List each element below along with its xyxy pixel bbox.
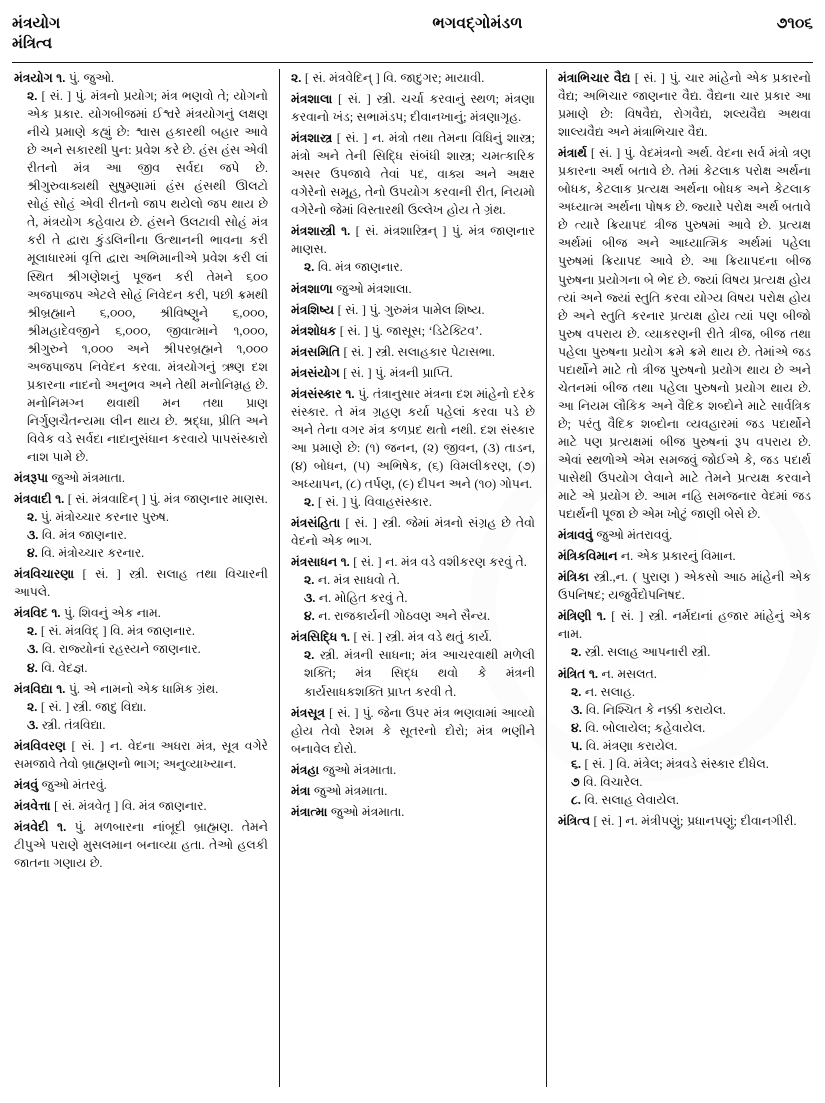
- sense-text: જુઓ મંત્રમાતા.: [322, 762, 397, 777]
- entry-first-sense: [291, 803, 535, 821]
- sense-number: ૨.: [570, 684, 585, 699]
- entry-headword: મંત્રવિદ: [14, 606, 52, 621]
- sense-number: ૧.: [340, 555, 354, 570]
- entry-first-sense: [291, 301, 535, 319]
- sense-number: ૩.: [27, 717, 42, 732]
- entry-first-sense: [14, 565, 268, 601]
- entry-first-sense: [291, 280, 535, 298]
- entry-first-sense: [14, 469, 268, 487]
- sense-text: પું. એ નામનો એક ધામિક ગ્રંથ.: [68, 681, 219, 696]
- dictionary-entry: [558, 812, 811, 830]
- sense-text: [ સં. મંત્રવિદ્ ] વિ. મંત્ર જાણનાર.: [40, 624, 195, 639]
- sense-number: ૨.: [570, 645, 585, 660]
- sense-number: ૨.: [27, 624, 41, 639]
- entry-first-sense: [291, 553, 535, 571]
- entry-sense: [558, 701, 811, 719]
- entry-first-sense: [291, 704, 535, 758]
- entry-sense: [14, 544, 268, 562]
- dictionary-entry: [14, 818, 268, 872]
- entry-headword: મંત્રિત્વ: [557, 813, 594, 828]
- entry-first-sense: [291, 343, 535, 361]
- entry-headword: મંત્રસૂત્ર: [290, 705, 330, 720]
- sense-number: ૧.: [51, 606, 64, 621]
- entry-headword: મંત્રવિદ્યા: [14, 681, 57, 696]
- sense-text: જુઓ મંત્રમાતા.: [313, 783, 388, 798]
- entry-headword: મંત્રસંયોગ: [290, 365, 344, 380]
- dictionary-entry: [558, 69, 811, 141]
- sense-text: [ સં. ] ન. વેદના અધરા મંત્ર, સૂત્ર વગેરે સમજાવે તેવો બ્રાહ્મણનો ભાગ; અનુવ્યાખ્યાન.: [14, 738, 268, 771]
- entry-first-sense: [14, 604, 268, 622]
- dictionary-entry: [291, 364, 535, 382]
- sense-text: સ્ત્રી. મંત્રની સાધના; મંત્ર આચરવાથી મળેલી શક્તિ; મંત્ર સિદ્ધ થવો કે મંત્રની કાર્યસાધકશક્તિ પ્રાપ્ત કરવી તે.: [303, 648, 535, 699]
- sense-text: વિ. બોલાયેલ; કહેવાયેલ.: [585, 720, 706, 735]
- sense-number: ૧.: [56, 681, 69, 696]
- entry-first-sense: [291, 90, 535, 126]
- sense-number: ૪.: [570, 720, 586, 735]
- sense-number: ૧.: [341, 224, 356, 239]
- entry-sense: [291, 493, 535, 511]
- entry-first-sense: [291, 385, 535, 493]
- running-head: [12, 14, 813, 60]
- dictionary-entry: [14, 69, 268, 466]
- entry-headword: મંત્રશાસ્ત્રી: [290, 224, 342, 239]
- entry-first-sense: [558, 526, 811, 544]
- sense-text: જુઓ મંતરવું.: [41, 777, 107, 792]
- sense-text: વિ. નિશ્ચિત કે નક્કી કરાયેલ.: [585, 702, 726, 717]
- entry-headword: મંત્રિત: [557, 666, 589, 681]
- entry-sense: [14, 508, 268, 526]
- sense-text: સ્ત્રી.,ન. ( પુરાણ ) એકસો આઠ માંહેની એક ઉપનિષદ; યજુર્વેદોપનિષદ.: [557, 570, 811, 603]
- sense-text: [ સં. મંત્રવાદિન્ ] પું. મંત્ર જાણનાર માણસ.: [67, 492, 268, 507]
- entry-headword: મંત્રિકવિમાન: [557, 549, 621, 564]
- sense-number: ૨.: [290, 71, 305, 85]
- dictionary-entry: [14, 737, 268, 773]
- sense-number: ૩.: [27, 528, 42, 543]
- entry-headword: મંત્રાવવું: [557, 528, 597, 543]
- sense-text: વિ. વેદજ્ઞ.: [41, 660, 88, 675]
- sense-text: [ સં. ] પું. મંત્રની પ્રાપ્તિ.: [343, 365, 453, 380]
- entry-headword: મંત્રવાદી: [14, 492, 56, 507]
- sense-text: વિ. સલાહ લેવાયેલ.: [584, 792, 679, 807]
- sense-number: ૩.: [27, 642, 42, 657]
- sense-text: વિ. વિચારેલ.: [583, 774, 643, 789]
- sense-number: ૨.: [303, 648, 320, 663]
- sense-text: પું. મળબારના નાંબૂદી બ્રાહ્મણ. તેમને ટીપુએ પરાણે મુસલમાન બનાવ્યા હતા. તેઓ હલકી જાતના ગણાય છે.: [14, 819, 268, 870]
- entry-first-sense: [291, 628, 535, 646]
- book-title: ભગવદ્ગોમંડળ: [432, 15, 523, 32]
- sense-text: ન. મંત્ર સાધવો તે.: [317, 573, 400, 588]
- sense-number: ૨.: [27, 510, 41, 525]
- entry-first-sense: [291, 322, 535, 340]
- sense-text: વિ. મંત્રોચ્ચાર કરનાર.: [41, 546, 145, 561]
- sense-number: ૪.: [27, 546, 42, 561]
- entry-headword: મંત્રશાલા: [290, 92, 339, 107]
- entry-headword: મંત્રા: [290, 783, 314, 798]
- dictionary-entry: [291, 803, 535, 821]
- dictionary-entry: [558, 547, 811, 565]
- sense-number: ૨.: [27, 699, 41, 714]
- entry-headword: મંત્રસંસ્કાર: [290, 386, 346, 401]
- dictionary-entry: [14, 565, 268, 601]
- sense-text: [ સં. ] સ્ત્રી. જેમાં મંત્રનો સંગ્રહ છે તેવો વેદનો એક ભાગ.: [290, 516, 535, 549]
- sense-number: ૧.: [588, 666, 602, 681]
- running-head-left: [12, 14, 262, 55]
- sense-number: ૧.: [345, 386, 359, 401]
- sense-text: વિ. મંત્ર જાણનાર.: [317, 260, 403, 275]
- dictionary-entry: [291, 222, 535, 276]
- entry-first-sense: [14, 69, 268, 87]
- entry-headword: મંત્રયોગ: [14, 71, 57, 85]
- sense-text: ન. મસલત.: [601, 666, 657, 681]
- entry-sense: [558, 791, 811, 809]
- dictionary-entry: [14, 680, 268, 734]
- entry-headword: મંત્રાર્થ: [557, 146, 591, 161]
- sense-number: ૧.: [56, 71, 69, 85]
- entry-sense: [291, 258, 535, 276]
- sense-text: પું. જુઓ.: [68, 71, 115, 85]
- dictionary-entry: [291, 761, 535, 779]
- sense-text: [ સં. ] સ્ત્રી. સલાહકાર પેટાસભા.: [343, 344, 495, 359]
- sense-text: વિ. મંત્રણા કરાયેલ.: [585, 738, 678, 753]
- sense-text: [ સં. ] પું. ચાર માંહેનો એક પ્રકારનો વૈદ્ય; અભિચાર જાણનાર વૈદ્ય. વૈદ્યના ચાર પ્રકાર આ પ્રમાણે છે: વિષવૈદ્ય, રોગવૈદ્ય, શલ્યવૈદ્ય અથવા શાલ્યવૈદ્ય અને મંત્રાભિચાર વૈદ્ય.: [557, 71, 811, 140]
- dictionary-entry: [558, 607, 811, 661]
- sense-number: ૩.: [570, 702, 586, 717]
- entry-sense: [14, 698, 268, 716]
- sense-text: સ્ત્રી. તંત્રવિદ્યા.: [41, 717, 106, 732]
- entry-headword: મંત્રવેદી: [14, 819, 58, 834]
- sense-number: ૧.: [57, 819, 75, 834]
- sense-text: જુઓ મંત્રમાતા.: [51, 471, 126, 486]
- entry-sense: [14, 622, 268, 640]
- entry-headword: મંત્રસિદ્ધિ: [290, 630, 341, 645]
- dictionary-entry: [291, 704, 535, 758]
- sense-number: ૪.: [27, 660, 42, 675]
- entry-sense: [291, 607, 535, 625]
- sense-text: [ સં. ] સ્ત્રી. નર્મદાનાં હજાર માંહેનું એક નામ.: [557, 609, 811, 642]
- page-number: ૭૧૦૬: [776, 15, 813, 32]
- entry-first-sense: [291, 514, 535, 550]
- entry-sense: [558, 737, 811, 755]
- sense-number: ૧.: [55, 492, 68, 507]
- sense-text: જુઓ મંત્રમાતા.: [330, 804, 405, 819]
- entry-headword: મંત્રાત્મા: [290, 804, 331, 819]
- dictionary-entry: [291, 343, 535, 361]
- sense-text: [ સં. ] વિ. મંત્રેલ; મંત્રવડે સંસ્કાર દીધેલ.: [584, 756, 769, 771]
- entry-sense: [558, 755, 811, 773]
- entry-headword: મંત્રશોધક: [290, 323, 340, 338]
- sense-text: ન. સલાહ.: [584, 684, 636, 699]
- sense-text: [ સં. મંત્રવેદિન્ ] વિ. જાદુગર; માયાવી.: [304, 71, 485, 85]
- dictionary-entry: [291, 628, 535, 700]
- column-2: [279, 69, 546, 1087]
- column-1: [12, 69, 279, 1087]
- entry-first-sense: [14, 797, 268, 815]
- sense-text: પું. તંત્રાનુસાર મંત્રના દશ માંહેનો દરેક સંસ્કાર. તે મંત્ર ગ્રહણ કર્યા પહેલાં કરવા પડે છે અને તેના વગર મંત્ર કળપ્રદ થતો નથી. દશ સંસ્કાર આ પ્રમાણે છે: (૧) જનન, (૨) જીવન, (૩) તાડન, (૪) બોધન, (૫) અભિષેક, (૬) વિમલીકરણ, (૭) અધ્યાપન, (૮) તર્પણ, (૯) દીપન અને (૧૦) ગોપન.: [290, 386, 535, 491]
- dictionary-entry: [14, 469, 268, 487]
- dictionary-entry: [558, 526, 811, 544]
- sense-number: ૨.: [303, 495, 318, 510]
- entry-headword: મંત્રસમિતિ: [290, 344, 344, 359]
- dictionary-entry: [291, 782, 535, 800]
- entry-first-sense: [558, 665, 811, 683]
- sense-number: ૧.: [340, 630, 354, 645]
- entry-headword: મંત્રવિવરણ: [14, 738, 72, 753]
- dictionary-entry: [291, 90, 535, 126]
- sense-text: [ સં. ] સ્ત્રી. મંત્ર વડે થતું કાર્ય.: [353, 630, 492, 645]
- sense-text: [ સં. ] પું. મંત્રનો પ્રયોગ; મંત્ર ભણવો તે; યોગનો એક પ્રકાર. યોગબીજમાં ઈશ્વરે મંત્રયોગનું લક્ષણ નીચે પ્રમાણે કહ્યું છે: શ્વાસ હકારથી બહાર આવે છે અને સકારથી પુન: પ્રવેશ કરે છે. હંસ હંસ એવી રીતનો મંત્ર આ જીવ સર્વદા જપે છે. શ્રીગુરુવાક્યથી સુષુમ્ણામાં હંસ હંસથી ઊલટો સોહં સોહં એવી રીતનો જાપ થયેલો જપ થાય છે તે, મંત્રયોગ કહેવાય છે. હંસને ઉલટાવી સોહં મંત્ર કરી તે દ્વારા કુંડલિનીના ઉત્થાનની ભાવના કરી મૂલાધારમાં વૃત્તિ દ્વારા અભિમાનીએ પ્રવેશ કરી લાં સ્થિત શ્રીગણેશનું પૂજન કરી તેમને ૬૦૦ અજપાજપ એટલે સોહં નિવેદન કરી, પછી ક્રમથી શ્રીબ્રહ્માને ૬,૦૦૦, શ્રીવિષ્ણુને ૬,૦૦૦, શ્રીમહાદેવજીને ૬,૦૦૦, જીવાત્માને ૧,૦૦૦, શ્રીગુરુને ૧,૦૦૦ અને શ્રીપરબ્રહ્મને ૧,૦૦૦ અજપાજપ નિવેદન કરવા. મંત્રયોગનું ઋણ દશ પ્રકારના નાદનો અનુભવ અને તેથી મનોનિમ્રહ છે. મનોનિમગ્ન થવાથી મન તથા પ્રાણ નિર્ગુણચૈતન્યમા લીન થાય છે. શ્રદ્ધા, પ્રીતિ અને વિવેક વડે સર્વદા નાદાનુસંધાન કરવાયે પાપસંસ્કારો નાશ પામે છે.: [27, 89, 268, 464]
- sense-text: વિ. રાજ્યોનાં રહસ્યને જાણનાર.: [41, 642, 201, 657]
- sense-text: [ સં. ] સ્ત્રી. જાદુ વિદ્યા.: [40, 699, 147, 714]
- sense-number: ૪.: [303, 609, 319, 624]
- sense-number: ૨.: [303, 260, 318, 275]
- sense-text: [ સં. ] ન. મંત્રીપણું; પ્રધાનપણું; દીવાનગીરી.: [593, 813, 797, 828]
- entry-sense: [291, 571, 535, 589]
- entry-sense: [291, 589, 535, 607]
- running-head-left-line1: મંત્રયોગ: [12, 15, 61, 32]
- entry-first-sense: [14, 680, 268, 698]
- entry-headword: મંત્રસંહિતા: [290, 516, 346, 531]
- entry-headword: મંત્રવું: [14, 777, 42, 792]
- sense-text: વિ. મંત્ર જાણનાર.: [41, 528, 127, 543]
- entry-headword: મંત્રરૂપા: [14, 471, 52, 486]
- entry-first-sense: [14, 490, 268, 508]
- dictionary-entry: [14, 797, 268, 815]
- dictionary-entry: [558, 568, 811, 604]
- sense-text: [ સં. ] પું. જાસૂસ; ‘ડિટેક્ટિવ’.: [339, 323, 483, 338]
- entry-headword: મંત્રવેત્તા: [14, 798, 55, 813]
- entry-first-sense: [14, 818, 268, 872]
- entry-headword: મંત્રિણી: [557, 609, 597, 624]
- entry-first-sense: [291, 129, 535, 219]
- entry-first-sense: [291, 222, 535, 258]
- dictionary-entry: [558, 144, 811, 523]
- sense-text: જુઓ મંત્રશાલા.: [336, 281, 412, 296]
- entry-sense: [14, 716, 268, 734]
- sense-text: જુઓ મંતરાવવું.: [596, 528, 673, 543]
- dictionary-entry: [291, 553, 535, 625]
- entry-sense: [558, 683, 811, 701]
- entry-first-sense: [291, 69, 535, 87]
- sense-text: [ સં. ] પું. વિવાહસંસ્કાર.: [317, 495, 432, 510]
- header-rule: [12, 62, 813, 63]
- sense-number: ૩.: [303, 591, 319, 606]
- entry-first-sense: [558, 812, 811, 830]
- sense-text: [ સં. ] પું. જેના ઉપર મંત્ર ભણવામાં આવ્યો હોય તેવો રેશમ કે સૂતરનો દોરો; મંત્ર ભણીને બનાવેલ દોરો.: [290, 705, 535, 756]
- entry-headword: મંત્રશિષ્ય: [290, 302, 338, 317]
- column-3: [546, 69, 813, 1087]
- entry-headword: મંત્રવિચારણા: [14, 567, 83, 582]
- entry-first-sense: [291, 364, 535, 382]
- entry-sense: [14, 87, 268, 466]
- entry-first-sense: [558, 568, 811, 604]
- entry-first-sense: [558, 144, 811, 523]
- entry-headword: મંત્રશાળા: [290, 281, 337, 296]
- entry-first-sense: [558, 607, 811, 643]
- sense-text: [ સં. ] ન. મંત્ર વડે વશીકરણ કરવું તે.: [353, 555, 527, 570]
- sense-text: [ સં. ] પું. વેદમંત્રનો અર્થ. વેદના સર્વ મંત્રો ત્રણ પ્રકારના અર્થ બતાવે છે. તેમાં કેટલાક પરોક્ષ અર્થના બોધક, કેટલાક પ્રત્યક્ષ અર્થના બોધક અને કેટલાક અધ્યાત્મ અર્થના પોષક છે. જ્યારે પરોક્ષ અર્થ બતાવે છે ત્યારે ક્રિયાપદ ત્રીજ પુરુષમાં આવે છે. પ્રત્યક્ષ અર્થમાં બીજ અને આધ્યાત્મિક અર્થમાં પહેલા પુરુષમાં ક્રિયાપદ આવે છે. આ ક્રિયાપદના બીજ પુરુષના પ્રયોગના બે ભેદ છે. જ્યાં વિષય પ્રત્યક્ષ હોય ત્યાં અને જ્યાં સ્તુતિ કરવા યોગ્ય વિષય પરોક્ષ હોય છે અને સ્તુતિ કરનાર પ્રત્યક્ષ હોય ત્યાં પણ બીજો પુરુષ વપરાય છે. વ્યાકરણની રીતે ત્રીજ, બીજ તથા પહેલા પુરુષના પ્રયોગ ક્રમે ક્રમે થાય છે. તેમાંએ જડ પદાર્થોને માટે તો ત્રીજ પુરુષનો પ્રયોગ થાય છે અને ચેતનમાં બીજ તથા પહેલા પુરુષનો પ્રયોગ થાય છે. આ નિયમ લૌકિક અને વૈદિક શબ્દોને માટે સાર્વત્રિક છે; પરંતુ વૈદિક શબ્દોના વ્યવહારમાં જડ પદાર્થોને માટે પણ પ્રત્યક્ષમાં બીજ પુરુષનાં રૂપ વપરાય છે. એવાં સ્થળોએ એમ સમજવું જોઈએ કે, જડ પદાર્થ પાસેથી ઉપયોગ લેવાને માટે તેમને પ્રત્યક્ષ કરવાને માટે એ પ્રયોગ છે. આમ નહિ સમજનાર વેદમાં જડ પદાર્થની પૂજા છે એમ ખોટું જાણી બેસે છે.: [557, 146, 811, 522]
- dictionary-entry: [291, 280, 535, 298]
- entry-first-sense: [291, 761, 535, 779]
- running-head-left-line2: મંત્રિત્વ: [12, 35, 53, 53]
- sense-number: ૮.: [570, 792, 585, 807]
- entry-sense: [14, 659, 268, 677]
- entry-headword: મંત્રસાધન: [290, 555, 341, 570]
- dictionary-entry: [14, 604, 268, 676]
- sense-number: ૭: [570, 774, 584, 789]
- sense-text: [ સં. મંત્રશાસ્ત્રિન્ ] પું. મંત્ર જાણનાર માણસ.: [290, 224, 535, 257]
- entry-headword: મંત્રશાસ્ત્ર: [290, 131, 337, 146]
- entry-sense: [558, 643, 811, 661]
- sense-text: ન. રાજકાર્યની ગોઠવણ અને સૈન્ય.: [318, 609, 491, 624]
- dictionary-entry: [14, 776, 268, 794]
- sense-number: ૧.: [596, 609, 612, 624]
- sense-number: ૫.: [570, 738, 586, 753]
- dictionary-entry: [291, 322, 535, 340]
- dictionary-entry: [291, 69, 535, 87]
- entry-first-sense: [558, 547, 811, 565]
- dictionary-entry: [291, 514, 535, 550]
- sense-text: પું. શિવનું એક નામ.: [63, 606, 161, 621]
- entry-sense: [558, 773, 811, 791]
- sense-text: ન. એક પ્રકારનું વિમાન.: [620, 549, 736, 564]
- entry-headword: મંત્રહા: [290, 762, 323, 777]
- dictionary-entry: [14, 490, 268, 562]
- column-container: [12, 69, 813, 1087]
- dictionary-entry: [291, 301, 535, 319]
- entry-sense: [14, 526, 268, 544]
- entry-sense: [14, 640, 268, 658]
- sense-number: ૨.: [27, 89, 42, 104]
- dictionary-entry: [291, 385, 535, 511]
- sense-text: પું. મંત્રોચ્ચાર કરનાર પુરુષ.: [40, 510, 169, 525]
- sense-text: [ સં. ] સ્ત્રી. સલાહ તથા વિચારની આપલે.: [14, 567, 268, 600]
- sense-number: ૬.: [570, 756, 585, 771]
- entry-first-sense: [291, 782, 535, 800]
- entry-headword: મંત્રાભિચાર વૈદ્ય: [557, 71, 635, 85]
- entry-sense: [291, 646, 535, 700]
- sense-text: સ્ત્રી. સલાહ આપનારી સ્ત્રી.: [584, 645, 711, 660]
- dictionary-entry: [291, 129, 535, 219]
- entry-first-sense: [14, 737, 268, 773]
- sense-text: [ સં. ] સ્ત્રી. ચર્ચા કરવાનું સ્થળ; મંત્રણા કરવાનો ખંડ; સભામંડપ; દીવાનખાનું; મંત્રણાગૃહ.: [290, 92, 535, 125]
- entry-headword: મંત્રિકા: [557, 570, 594, 585]
- sense-text: [ સં. ] ન. મંત્રો તથા તેમના વિધિનું શાસ્ત્ર; મંત્રો અને તેની સિદ્ધિ સંબંધી શાસ્ત્ર; ચમત્કારિક અસર ઉપજાવે તેવાં પદ, વાક્ય અને અક્ષર વગેરેનો સમૂહ, તેનો ઉપયોગ કરવાની રીત, નિયમો વગેરેનો જેમાં વિસ્તારથી ઉલ્લેખ હોય તે ગ્રંથ.: [290, 131, 535, 218]
- sense-text: [ સં. ] પું. ગુરુમંત્ર પામેલ શિષ્ય.: [337, 302, 485, 317]
- sense-number: ૨.: [303, 573, 318, 588]
- entry-first-sense: [558, 69, 811, 141]
- sense-text: [ સં. મંત્રવેતૃ ] વિ. મંત્ર જાણનાર.: [54, 798, 207, 813]
- dictionary-entry: [558, 665, 811, 809]
- sense-text: ન. મોહિત કરવું તે.: [318, 591, 408, 606]
- entry-sense: [558, 719, 811, 737]
- entry-first-sense: [14, 776, 268, 794]
